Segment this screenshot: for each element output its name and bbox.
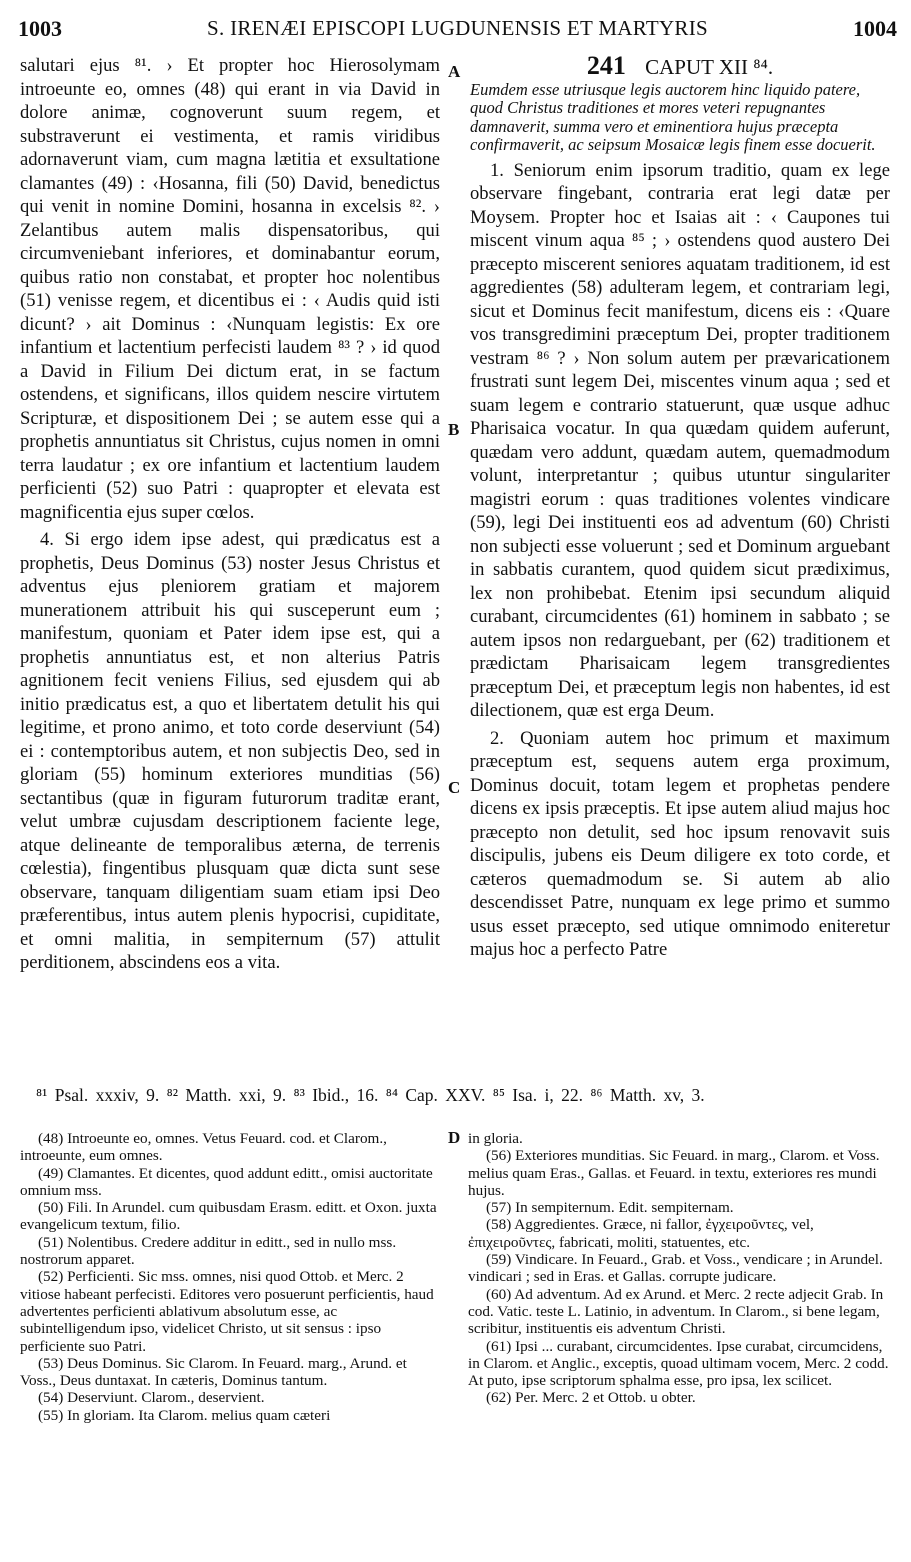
- footnote-continuation: in gloria.: [468, 1130, 523, 1147]
- right-paragraph-2: 2. Quoniam autem hoc primum et maximum præceptum est, sequens autem erga proximum, Dominus docuit, totam legem et prophetas pendere dicens ex ipsis præceptis. Et ipse autem aliud majus hoc præcepto non detulit, sed hoc ipsum renovavit suis discipulis, jubens eis Deum diligere ex toto corde, et cæteros quemadmodum se. Si autem ab alio descendisset Patre, nunquam ex lege primo et summo usus esset præcepto, sed utique omnimodo eniteretur majus hoc a perfecto Patre: [470, 727, 890, 960]
- left-column: [20, 54, 440, 975]
- chapter-number: 241: [586, 51, 626, 80]
- footnote: (57) In sempiternum. Edit. sempiternam.: [486, 1199, 734, 1217]
- footnote: (54) Deserviunt. Clarom., deservient.: [38, 1389, 265, 1407]
- chapter-title: CAPUT XII ⁸⁴.: [645, 55, 774, 79]
- footnotes-right: [468, 1130, 890, 1407]
- page-number-right: 1004: [853, 16, 897, 41]
- footnote: (55) In gloriam. Ita Clarom. melius quam cæteri: [38, 1406, 331, 1424]
- footnote: (59) Vindicare. In Feuard., Grab. et Voss., vendicare ; in Arundel. vindicari ; sed in Eras. et Gallas. corrupte judicare.: [468, 1251, 883, 1286]
- margin-marker-d: D: [448, 1128, 461, 1147]
- footnote: (61) Ipsi ... curabant, circumcidentes. Ipse curabat, circumcidens, in Clarom. et Anglic., exceptis, quoad ultimam vocem, Merc. 2 codd. At puto, ipse scriptorum sphalma esse, pro ipsa, lex scilicet.: [468, 1337, 889, 1390]
- footnote: (52) Perficienti. Sic mss. omnes, nisi quod Ottob. et Merc. 2 vitiose habeant perfecisti. Editores vero posuerunt perficientis, haud advertentes perficienti ablativum absolutum esse, ac subintelligendum ipso, videlicet Christo, ut sit sensus : ipso perficiente suo Patri.: [20, 1268, 434, 1355]
- footnote: (53) Deus Dominus. Sic Clarom. In Feuard. marg., Arund. et Voss., Deus duntaxat. In cæteris, Dominus tantum.: [20, 1354, 407, 1390]
- chapter-heading: [470, 51, 890, 80]
- right-paragraph-1: 1. Seniorum enim ipsorum traditio, quam ex lege observare fingebant, contraria erat legi datæ per Moysem. Propter hoc et Isaias ait : ‹ Caupones tui miscent vinum aqua ⁸⁵ ; › ostendens quod austero Dei præcepto miscerent seniores aquatam traditionem, id est aggredientes (58) adulteram legem, et contrariam legi, sicut et Dominus fecit manifestum, dicens eis : ‹Quare vos transgredimini præceptum Dei, propter traditionem vestram ⁸⁶ ? › Non solum autem per prævaricationem frustrati sunt legem Dei, miscentes vinum aqua ; sed et suam legem e contrario statuerunt, quæ usque adhuc Pharisaica vocatur. In qua quædam quidem auferunt, quædam vero addunt, quædam autem, quemadmodum volunt, interpretantur ; quibus utuntur singulariter magistri eorum : quas traditiones volentes vindicare (59), legi Dei instituenti eos ad adventum (60) Christi non subjecti esse voluerunt ; sed et Dominum arguebant in sabbatis curantem, quod quidem sicut prædiximus, lex non prohibebat. Etenim ipsi secundum aliquid curabant, circumcidentes (61) hominem in sabbato ; se autem ipsos non redarguebant, per (62) traditionem et prædictam Pharisaicam legem transgredientes præceptum Dei, et præceptum legis non habentes, id est dilectionem, quæ est erga Deum.: [470, 159, 890, 721]
- footnotes-left: [20, 1130, 440, 1424]
- footnote: (60) Ad adventum. Ad ex Arund. et Merc. 2 recte adjecit Grab. In cod. Vatic. teste L. Latinio, in adventum. In Clarom., si bene legam, scribitur, instituentis eis adventum Christi.: [468, 1285, 884, 1338]
- footnote: (50) Fili. In Arundel. cum quibusdam Erasm. editt. et Oxon. juxta evangelicum textum, filio.: [20, 1199, 437, 1234]
- page-header: [18, 12, 897, 46]
- footnote: (58) Aggredientes. Græce, ni fallor, ἐγχειροῦντες, vel, ἐπιχειροῦντες, fabricati, moliti, statuentes, etc.: [468, 1216, 814, 1251]
- chapter-summary: Eumdem esse utriusque legis auctorem hinc liquido patere, quod Christus traditiones et mores veteri repugnantes damnaverit, summa vero et eminentiora hujus præcepta confirmaverit, ac seipsum Mosaicæ legis finem esse docuerit.: [470, 79, 876, 154]
- footnote: (56) Exteriores munditias. Sic Feuard. in marg., Clarom. et Voss. melius quam Eras., Gallas. et Feuard. in textu, exteriores res mundi hujus.: [468, 1147, 880, 1199]
- margin-marker-b: B: [448, 420, 460, 439]
- footnote: (51) Nolentibus. Credere additur in editt., sed in nullo mss. nostrorum apparet.: [20, 1233, 397, 1269]
- running-title: S. IRENÆI EPISCOPI LUGDUNENSIS ET MARTYRIS: [207, 16, 708, 40]
- footnote: (49) Clamantes. Et dicentes, quod addunt editt., omisi auctoritate omnium mss.: [20, 1164, 433, 1199]
- scripture-references: ⁸¹ Psal. xxxiv, 9. ⁸² Matth. xxi, 9. ⁸³ Ibid., 16. ⁸⁴ Cap. XXV. ⁸⁵ Isa. i, 22. ⁸⁶ Matth. xv, 3.: [36, 1085, 705, 1105]
- footnote: (62) Per. Merc. 2 et Ottob. u obter.: [486, 1389, 696, 1407]
- page-number-left: 1003: [18, 16, 62, 41]
- footnote: (48) Introeunte eo, omnes. Vetus Feuard. cod. et Clarom., introeunte, eum omnes.: [20, 1130, 387, 1165]
- left-paragraph-2: 4. Si ergo idem ipse adest, qui prædicatus est a prophetis, Deus Dominus (53) noster Jesus Christus et adventus ejus pleniorem gratiam et majorem munerationem attribuit his qui susceperunt eum ; manifestum, quoniam et Pater idem ipse est, qui a prophetis annuntiatus est, et non alterius Patris agnitionem fecit veniens Filius, sed ejusdem qui ab initio prædicatus est, a quo et libertatem detulit his qui legitime, et prono animo, et toto corde deserviunt (54) ei : contemptoribus autem, et non subjectis Deo, sed in gloriam (55) hominum exteriores munditias (56) sectantibus (quæ in figuram futurorum traditæ erant, velut umbræ cujusdam descriptionem faciente lege, atque delineante de temporalibus æterna, de terrenis cœlestia), fingentibus plusquam quæ dicta sunt sese observare, tanquam diligentiam suam etiam ipsi Deo præferentibus, intus autem plenis hypocrisi, cupiditate, et omni malitia, in sempiternum (57) attulit perditionem, abscindens eos a vita.: [20, 529, 440, 973]
- margin-marker-a: A: [448, 62, 461, 81]
- left-paragraph-1: salutari ejus ⁸¹. › Et propter hoc Hierosolymam introeunte eo, omnes (48) qui erant in via David in dolore animæ, cognoverunt suum regem, et substraverunt ei vestimenta, et ramis viridibus adornaverunt viam, cum magna lætitia et exsultatione clamantes (49) : ‹Hosanna, fili (50) David, benedictus qui venit in nomine Domini, hosanna in excelsis ⁸². › Zelantibus autem malis dispensatoribus, qui circumveniebant inferiores, et dominabantur eorum, quibus ratio non constabat, et propter hoc nolentibus (51) venisse regem, et dicentibus ei : ‹ Audis quid isti dicunt? › ait Dominus : ‹Nunquam legistis: Ex ore infantium et lactentium perfecisti laudem ⁸³ ? › id quod a David in Filium Dei dictum erat, in se factum ostendens, et significans, illos quidem nescire virtutem Scripturæ, et dispositionem Dei ; se autem esse qui a prophetis annuntiatus sit Christus, cujus nomen in omni terra laudatur ; ex ore infantium et lactentium laudem perficienti (52) suo Patri : quapropter et elevata est magnificentia ejus super cœlos.: [20, 55, 440, 523]
- right-column: [470, 51, 890, 962]
- margin-marker-c: C: [448, 778, 461, 797]
